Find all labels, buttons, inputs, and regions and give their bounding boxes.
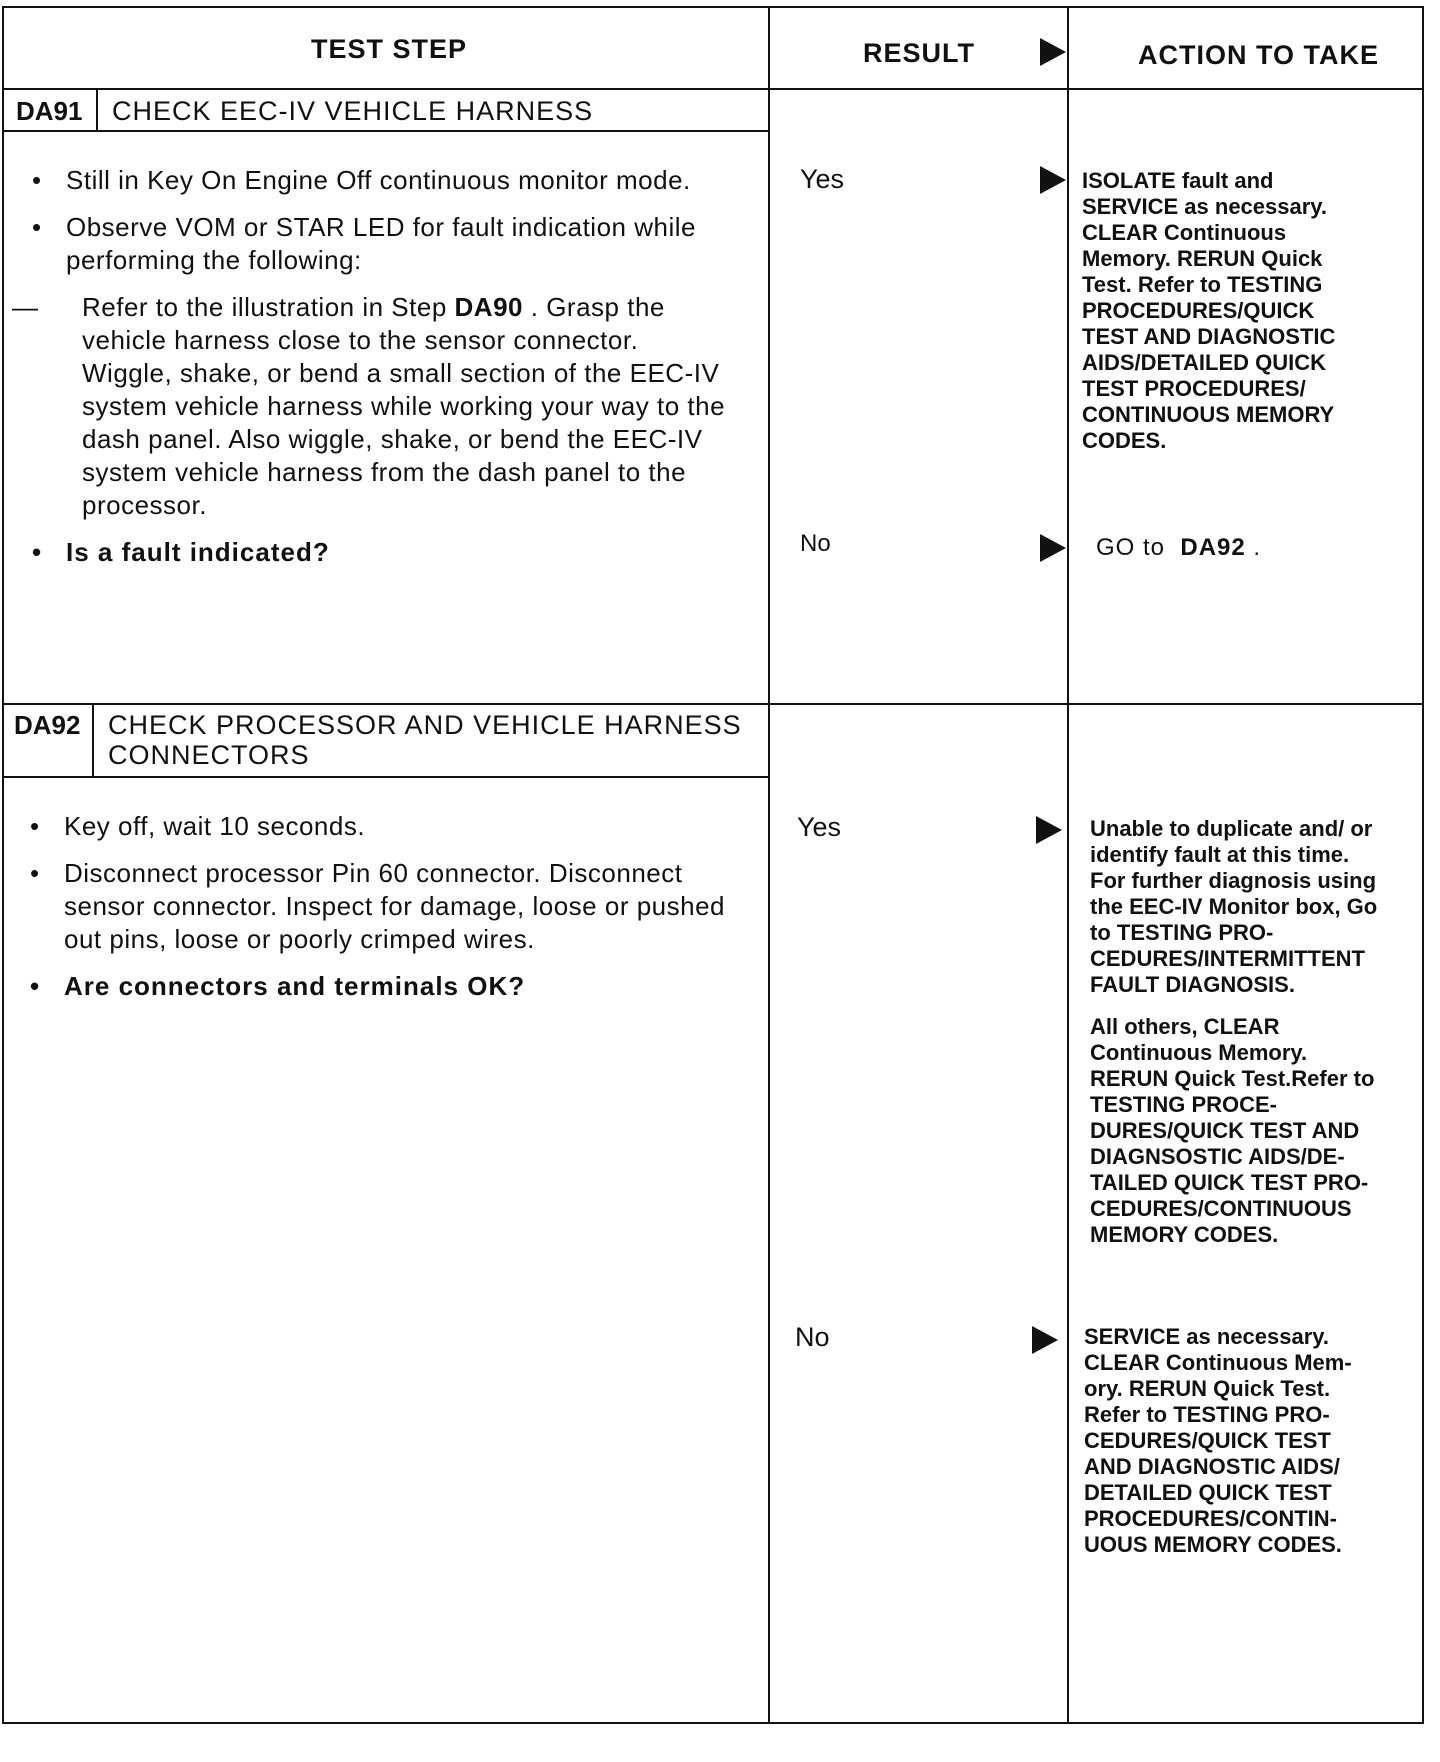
bullet-text: Disconnect processor Pin 60 connector. Disconnect sensor connector. Inspect for damage, loose or pushed out pins, loose or poorly crimped wires. xyxy=(64,858,725,954)
header-action: ACTION TO TAKE xyxy=(1138,40,1379,70)
header-rule xyxy=(2,88,1424,90)
arrow-icon xyxy=(1040,534,1066,562)
column-divider-1 xyxy=(768,6,770,1724)
bullet-text: Observe VOM or STAR LED for fault indication while performing the following: xyxy=(66,212,696,275)
header-arrow-icon xyxy=(1040,38,1066,66)
action-paragraph: All others, CLEAR Continuous Memory. RERUN Quick Test.Refer to TESTING PROCE- DURES/QUICK TEST AND DIAGNSOSTIC AIDS/DE- TAILED QUICK TEST PRO- CEDURES/CONTINUOUS MEMORY CODES. xyxy=(1090,1014,1375,1247)
arrow-icon xyxy=(1032,1326,1058,1354)
dash-text: Refer to the illustration in Step DA90 . Grasp the vehicle harness close to the sensor connector. Wiggle, shake, or bend a small section of the EEC-IV system vehicle harness while working your way to the dash panel. Also wiggle, shake, or bend the EEC-IV system vehicle harness from the dash panel to the processor. xyxy=(82,292,726,520)
step-ref-da90: DA90 xyxy=(454,292,524,322)
action-paragraph: Unable to duplicate and/ or identify fault at this time. For further diagnosis using the EEC-IV Monitor box, Go to TESTING PRO- CEDURES/INTERMITTENT FAULT DIAGNOSIS. xyxy=(1090,816,1378,997)
step-question: • Are connectors and terminals OK? xyxy=(30,971,526,1001)
action-text: SERVICE as necessary. CLEAR Continuous Mem- ory. RERUN Quick Test. Refer to TESTING PRO- CEDURES/QUICK TEST AND DIAGNOSTIC AIDS/ DETAILED QUICK TEST PROCEDURES/CONTIN- UOUS MEMORY CODES. xyxy=(1084,1324,1352,1557)
header-result: RESULT xyxy=(863,38,975,68)
step1-title-rule xyxy=(2,130,768,132)
step1-id-divider xyxy=(96,88,98,130)
step-divider xyxy=(2,703,1424,705)
list-item xyxy=(32,211,732,277)
step-question: • Is a fault indicated? xyxy=(32,537,330,567)
result-no: No xyxy=(800,530,831,557)
step-body-da91 xyxy=(12,164,732,583)
bullet-icon: • xyxy=(30,971,41,1001)
step2-id-divider xyxy=(92,703,94,776)
result-yes: Yes xyxy=(797,812,842,842)
bullet-icon: • xyxy=(32,212,42,242)
dash-icon: — xyxy=(12,292,39,322)
bullet-text: Still in Key On Engine Off continuous monitor mode. xyxy=(66,165,691,195)
action-text: ISOLATE fault and SERVICE as necessary. CLEAR Continuous Memory. RERUN Quick Test. Refer to TESTING PROCEDURES/QUICK TEST AND DIAGNOSTIC AIDS/DETAILED QUICK TEST PROCEDURES/ CONTINUOUS MEMORY CODES. xyxy=(1082,168,1336,453)
bullet-text: Key off, wait 10 seconds. xyxy=(64,811,366,841)
bullet-icon: • xyxy=(30,858,40,888)
list-item xyxy=(12,291,732,522)
header-test-step: TEST STEP xyxy=(311,34,468,64)
action-text xyxy=(1090,816,1380,1264)
list-item xyxy=(30,810,740,843)
list-item xyxy=(30,857,740,956)
step-id-da91: DA91 xyxy=(16,96,83,126)
bullet-icon: • xyxy=(32,537,43,567)
list-item xyxy=(32,164,732,197)
column-divider-2 xyxy=(1067,6,1069,1724)
step-id-da92: DA92 xyxy=(14,710,81,740)
step-body-da92 xyxy=(30,810,740,1017)
step2-title-rule xyxy=(2,776,768,778)
arrow-icon xyxy=(1040,166,1066,194)
goto-da92-link[interactable]: GO to DA92 . xyxy=(1096,534,1262,561)
bullet-icon: • xyxy=(32,165,42,195)
bullet-icon: • xyxy=(30,811,40,841)
arrow-icon xyxy=(1036,816,1062,844)
result-yes: Yes xyxy=(800,164,845,194)
result-no: No xyxy=(795,1322,830,1352)
step-title-da91: CHECK EEC-IV VEHICLE HARNESS xyxy=(112,96,594,126)
step-title-da92: CHECK PROCESSOR AND VEHICLE HARNESS CONNECTORS xyxy=(108,710,742,770)
